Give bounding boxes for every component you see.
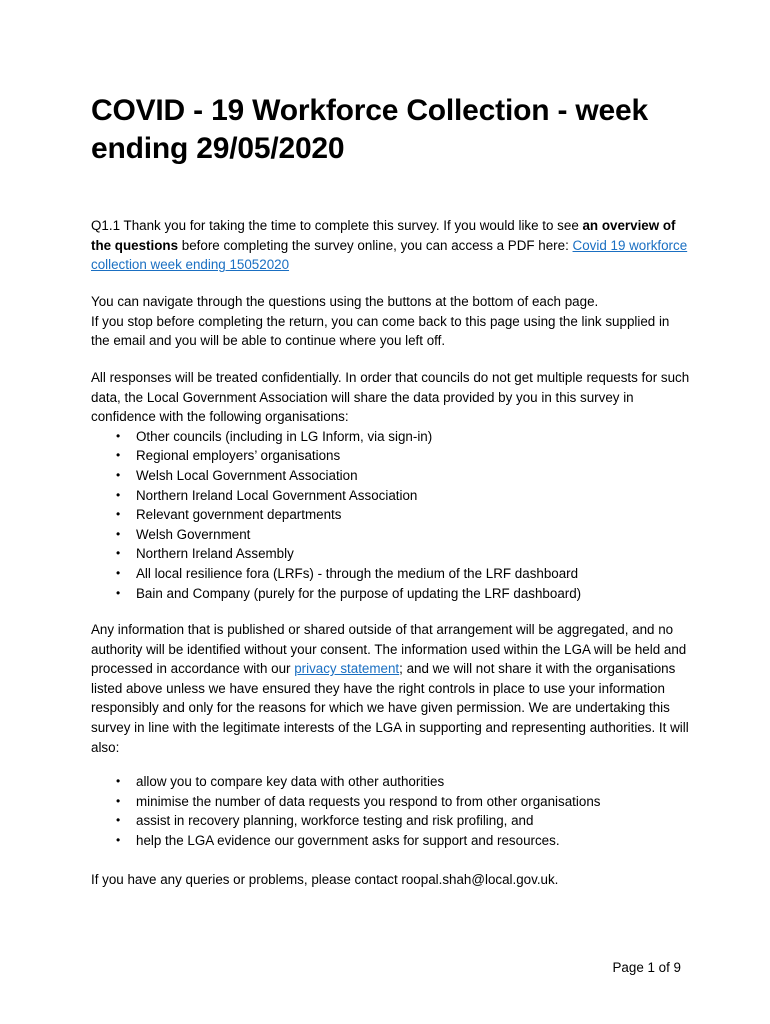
privacy-text: Any information that is published or shared outside of that arrangement will be aggregated, and no authority will be identified without your consent. The information used within the LGA will be held and processed in accordance with our (91, 622, 687, 677)
contact-paragraph (91, 870, 691, 890)
bullet: • (116, 428, 121, 443)
list-item (91, 466, 691, 486)
list-item-text: allow you to compare key data with other authorities (136, 774, 445, 789)
list-item (91, 772, 691, 792)
privacy-text-continued: ; and we will not share it with the organisations listed above unless we have ensured they have the right controls in place to use your information responsibly and only for the reasons for which we have given permission. We are undertaking this survey in line with the legitimate interests of the LGA in supporting and representing authorities. It will also: (91, 661, 689, 755)
list-item-text: Northern Ireland Assembly (136, 546, 294, 562)
list-item-text: minimise the number of data requests you respond to from other organisations (136, 793, 601, 809)
list-item (91, 486, 691, 506)
bullet: • (116, 487, 121, 502)
list-item-text: Welsh Local Government Association (136, 467, 358, 483)
benefits-section (91, 772, 691, 850)
intro-text: Q1.1 Thank you for taking the time to complete this survey. If you would like to see (91, 218, 583, 233)
bullet: • (116, 507, 121, 522)
list-item (91, 544, 691, 564)
list-item-text: Regional employers’ organisations (136, 448, 341, 464)
list-item (91, 446, 691, 466)
bullet: • (116, 774, 121, 788)
list-item (91, 525, 691, 545)
list-item-text: Other councils (including in LG Inform, via sign-in) (136, 428, 433, 444)
bullet: • (116, 546, 121, 561)
list-item (91, 831, 691, 851)
list-item-text: Bain and Company (purely for the purpose of updating the LRF dashboard) (136, 585, 582, 601)
bullet: • (116, 565, 121, 580)
confidentiality-text: All responses will be treated confidentially. In order that councils do not get multiple requests for such data, the Local Government Association will share the data provided by you in this survey in confidence with the following organisations: (91, 370, 690, 425)
pdf-overview-link[interactable]: Covid 19 workforce collection week ending 15052020 (91, 237, 688, 273)
bullet: • (116, 585, 121, 600)
list-item (91, 564, 691, 584)
navigation-line-2: If you stop before completing the return, you can come back to this page using the link supplied in the email and you will be able to continue where you left off. (91, 313, 670, 349)
navigation-paragraph (91, 292, 691, 351)
list-item (91, 427, 691, 447)
list-item-text: assist in recovery planning, workforce testing and risk profiling, and (136, 813, 534, 829)
list-item (91, 792, 691, 812)
organisations-list (91, 427, 691, 603)
list-item (91, 584, 691, 604)
page-title: COVID - 19 Workforce Collection - week ending 29/05/2020 (91, 94, 648, 165)
confidentiality-section (91, 368, 691, 603)
bullet: • (116, 793, 121, 808)
privacy-statement-link[interactable]: privacy statement (294, 661, 400, 677)
list-item-text: help the LGA evidence our government asks for support and resources. (136, 832, 560, 848)
page-number: Page 1 of 9 (612, 960, 681, 975)
list-item-text: All local resilience fora (LRFs) - through the medium of the LRF dashboard (136, 565, 579, 581)
bullet: • (116, 448, 121, 463)
bullet: • (116, 526, 121, 541)
intro-paragraph (91, 216, 691, 275)
benefits-list (91, 772, 691, 850)
bullet: • (116, 467, 121, 482)
privacy-paragraph (91, 620, 691, 757)
intro-text-continued: before completing the survey online, you can access a PDF here: (178, 237, 573, 253)
list-item-text: Welsh Government (136, 526, 251, 542)
list-item-text: Northern Ireland Local Government Association (136, 487, 418, 503)
bullet: • (116, 813, 121, 828)
contact-text: If you have any queries or problems, please contact roopal.shah@local.gov.uk. (91, 872, 559, 887)
intro-bold-text: an overview of the questions (91, 218, 676, 253)
bullet: • (116, 832, 121, 847)
list-item (91, 505, 691, 525)
list-item (91, 811, 691, 831)
list-item-text: Relevant government departments (136, 507, 342, 523)
navigation-line-1: You can navigate through the questions using the buttons at the bottom of each page. (91, 294, 599, 309)
